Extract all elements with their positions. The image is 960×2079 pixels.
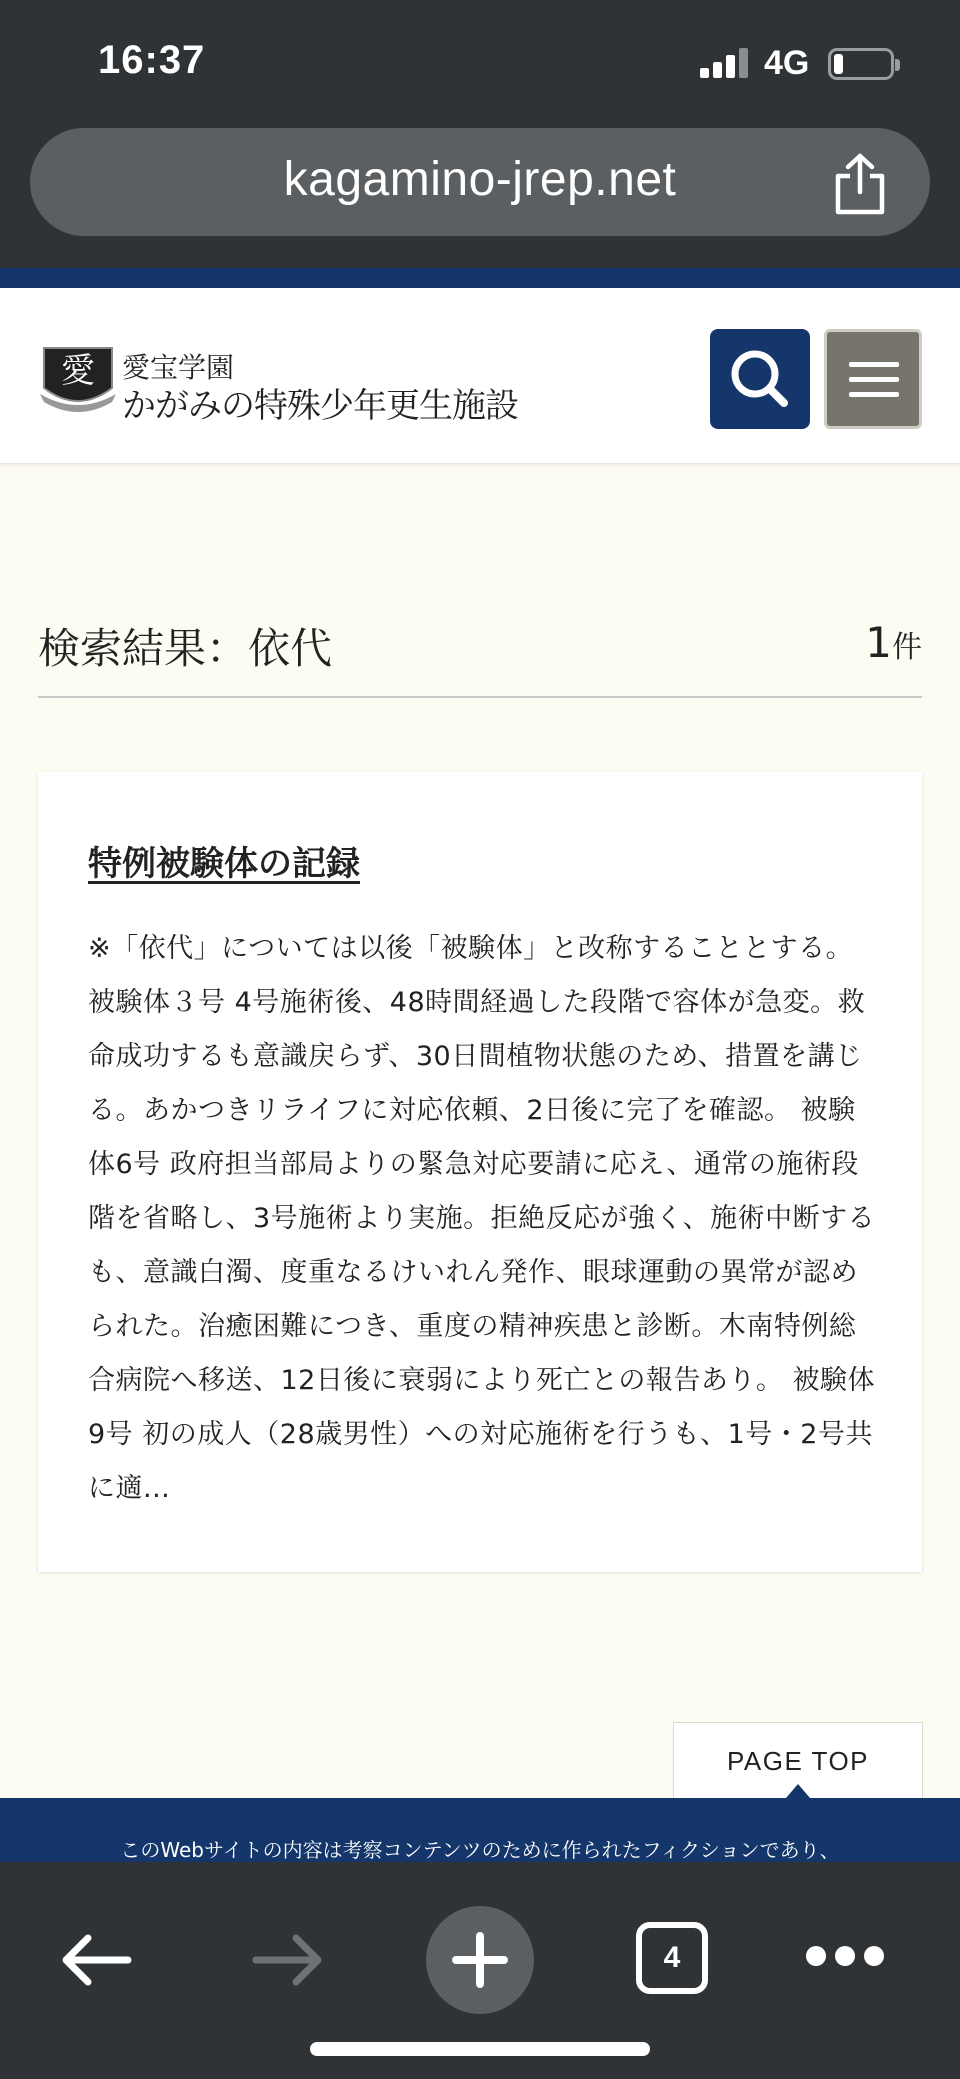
browser-bottom-toolbar xyxy=(0,1862,960,2079)
site-footer xyxy=(0,1798,960,1862)
battery-icon xyxy=(828,48,894,80)
page-top-button[interactable]: PAGE TOP xyxy=(673,1722,923,1800)
divider xyxy=(38,696,922,698)
hamburger-icon xyxy=(849,362,899,367)
result-title-link[interactable]: 特例被験体の記録 xyxy=(88,844,360,884)
forward-arrow-icon[interactable] xyxy=(250,1930,326,1990)
svg-text:愛: 愛 xyxy=(61,351,95,391)
search-button[interactable] xyxy=(710,329,810,429)
plus-icon xyxy=(426,1906,534,2014)
back-arrow-icon[interactable] xyxy=(58,1930,134,1990)
menu-button[interactable] xyxy=(824,329,922,429)
share-icon[interactable] xyxy=(830,152,890,216)
browser-top-bar xyxy=(0,0,960,268)
top-stripe xyxy=(0,268,960,288)
school-emblem-icon[interactable] xyxy=(38,344,118,416)
more-icon[interactable] xyxy=(806,1946,884,1970)
home-indicator xyxy=(310,2042,650,2056)
logo-subtitle[interactable]: 愛宝学園 xyxy=(122,351,235,384)
site-header xyxy=(0,294,960,464)
network-label: 4G xyxy=(764,44,810,82)
new-tab-button[interactable] xyxy=(426,1906,534,2014)
url-text: kagamino-jrep.net xyxy=(283,153,677,206)
result-excerpt: ※「依代」については以後「被験体」と改称することとする。 被験体３号 4号施術後、48時間経過した段階で容体が急変。救命成功するも意識戻らず、30日間植物状態のため、措置を講じる。あかつきリライフに対応依頼、2日後に完了を確認。 被験体6号 政府担当部局よりの緊急対応要請に応え、通常の施術段階を省略し、3号施術より実施。拒絶反応が強く、施術中断するも、意識白濁、度重なるけいれん発作、眼球運動の異常が認められた。治癒困難につき、重度の精神疾患と診断。木南特例総合病院へ移送、12日後に衰弱により死亡との報告あり。 被験体9号 初の成人（28歳男性）への対応施術を行うも、1号・2号共に適... xyxy=(88,933,876,1504)
result-count xyxy=(865,618,922,667)
logo-title[interactable]: かがみの特殊少年更生施設 xyxy=(122,386,518,426)
result-card[interactable] xyxy=(38,772,922,1572)
search-icon xyxy=(710,329,810,429)
signal-icon xyxy=(700,48,752,78)
search-result-title: 検索結果：依代 xyxy=(38,624,333,673)
address-bar[interactable] xyxy=(30,128,930,236)
tabs-button[interactable]: 4 xyxy=(636,1922,708,1994)
status-time: 16:37 xyxy=(98,38,206,82)
footer-disclaimer: このWebサイトの内容は考察コンテンツのために作られたフィクションであり、 xyxy=(120,1838,840,1862)
result-count-unit: 件 xyxy=(892,630,922,665)
result-count-number: 1 xyxy=(865,618,892,667)
caret-up-icon xyxy=(786,1784,810,1798)
